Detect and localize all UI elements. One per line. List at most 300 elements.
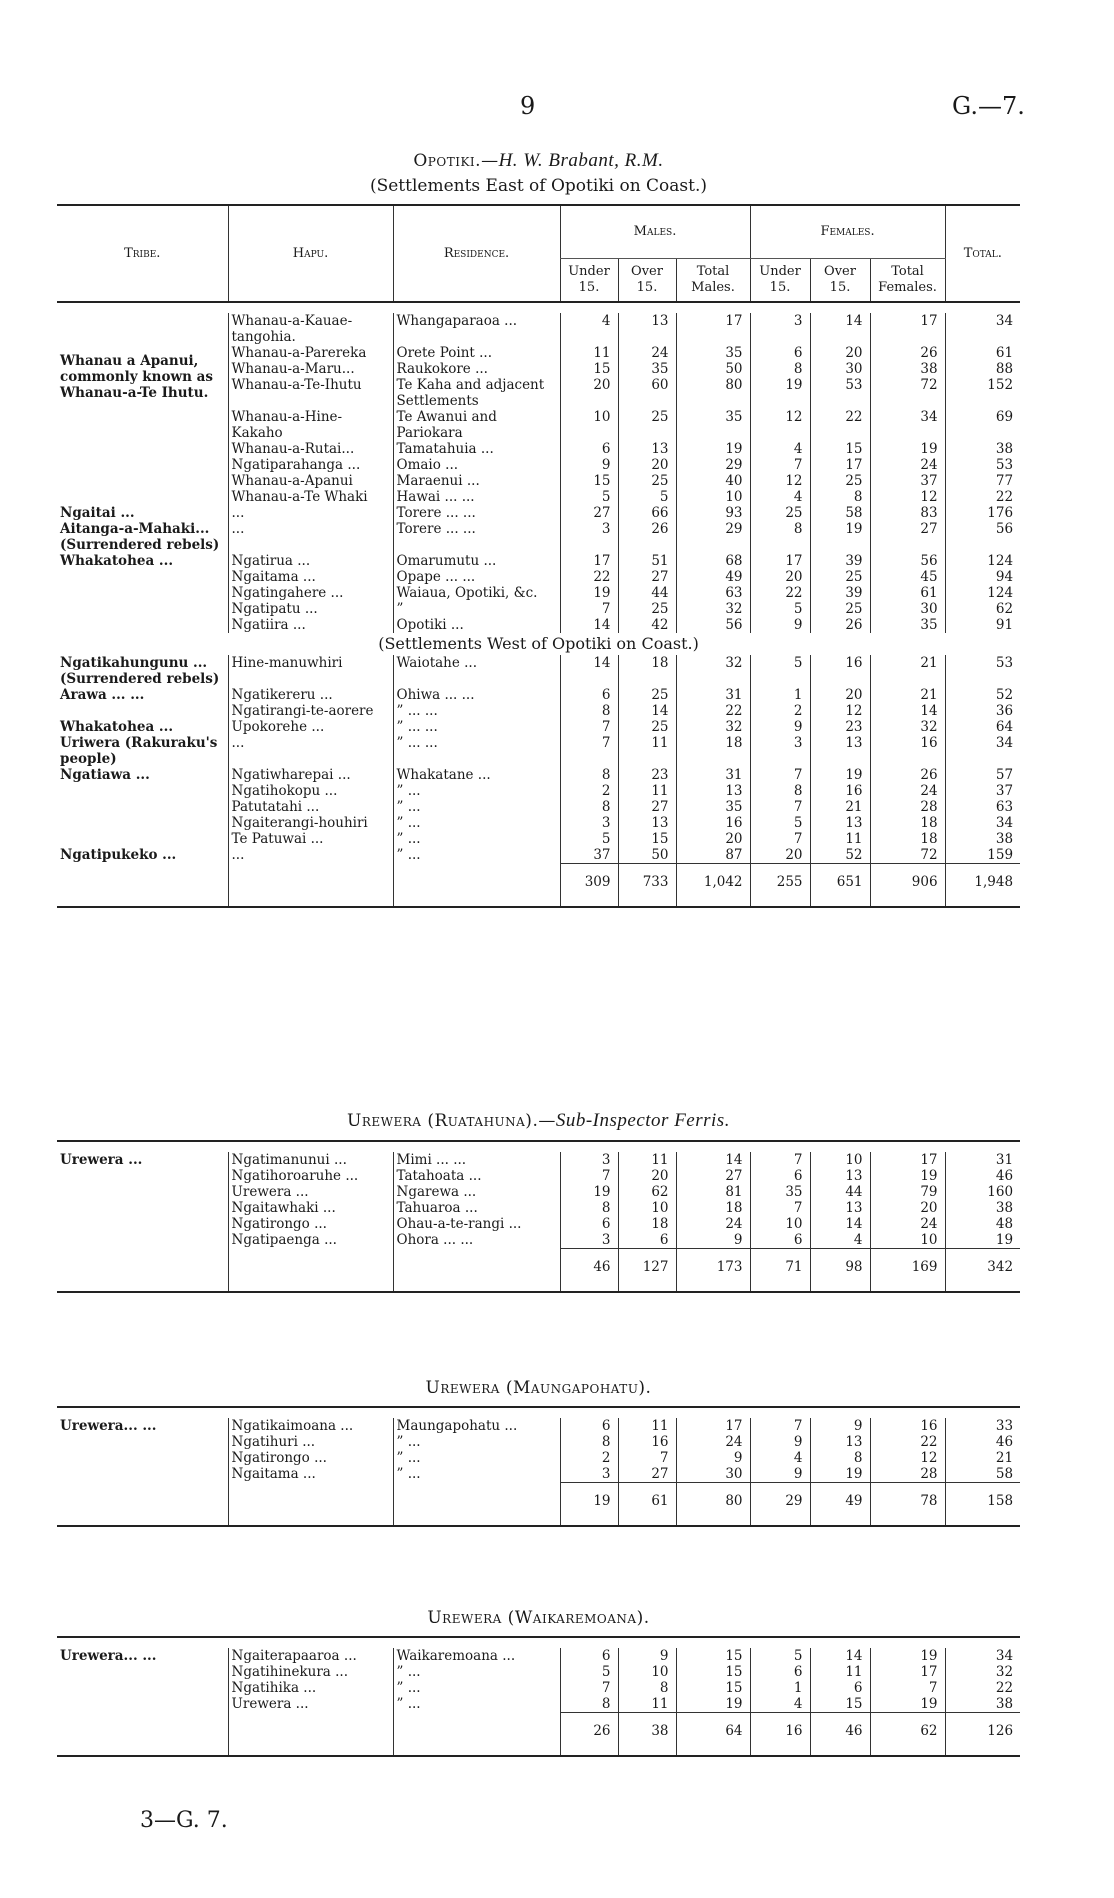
total-value: 78 [870, 1483, 945, 1527]
total-males-cell: 22 [676, 703, 750, 719]
females-over-15-cell: 11 [810, 1664, 870, 1680]
total-value: 342 [945, 1249, 1020, 1293]
males-under-15-cell: 11 [560, 345, 618, 361]
tribe-cell [57, 601, 228, 617]
total-males-cell: 56 [676, 617, 750, 633]
females-over-15-cell: 17 [810, 457, 870, 473]
hapu-cell: Whanau-a-Parereka [228, 345, 393, 361]
census-table [57, 204, 1020, 908]
females-under-15-cell: 5 [750, 601, 810, 617]
tribe-cell: Ngaitai ... [60, 505, 135, 521]
hapu-cell: Te Patuwai ... [228, 831, 393, 847]
males-over-15-cell: 11 [618, 1152, 676, 1168]
females-over-15-cell: 26 [810, 617, 870, 633]
document-reference: G.—7. [952, 92, 1025, 120]
tribe-cell [57, 1168, 228, 1184]
table-row [57, 313, 1020, 345]
males-under-15-cell: 8 [560, 767, 618, 783]
total-cell: 64 [945, 719, 1020, 735]
females-over-15-cell: 19 [810, 767, 870, 783]
table-row [57, 457, 1020, 473]
males-over-15-cell: 13 [618, 313, 676, 345]
females-over-15-cell: 25 [810, 601, 870, 617]
residence-cell: Omaio ... [393, 457, 560, 473]
females-over-15-cell: 16 [810, 655, 870, 687]
males-under-15-cell: 20 [560, 377, 618, 409]
males-under-15-cell: 8 [560, 1696, 618, 1713]
hapu-cell: Whanau-a-Te Whaki [228, 489, 393, 505]
table-row [57, 521, 1020, 553]
hapu-cell: Upokorehe ... [228, 719, 393, 735]
total-males-cell: 93 [676, 505, 750, 521]
total-value: 46 [810, 1713, 870, 1757]
females-over-15-cell: 8 [810, 489, 870, 505]
females-under-15-cell: 12 [750, 473, 810, 489]
females-over-15-cell: 22 [810, 409, 870, 441]
total-males-cell: 10 [676, 489, 750, 505]
total-males-cell: 19 [676, 441, 750, 457]
section-name: Urewera (Waikaremoana). [427, 1608, 650, 1628]
total-males-cell: 29 [676, 521, 750, 553]
hapu-cell: Ngatimanunui ... [228, 1152, 393, 1168]
total-cell: 34 [945, 735, 1020, 767]
residence-cell: Opape ... ... [393, 569, 560, 585]
total-cell: 77 [945, 473, 1020, 489]
males-over-15-cell: 10 [618, 1664, 676, 1680]
males-over-15-cell: 25 [618, 687, 676, 703]
hapu-cell: ... [228, 505, 393, 521]
males-under-15-cell: 4 [560, 313, 618, 345]
total-males-cell: 13 [676, 783, 750, 799]
females-over-15-cell: 10 [810, 1152, 870, 1168]
total-females-cell: 83 [870, 505, 945, 521]
header-males: Males. [560, 205, 750, 259]
total-cell: 62 [945, 601, 1020, 617]
total-cell: 37 [945, 783, 1020, 799]
males-under-15-cell: 2 [560, 1450, 618, 1466]
females-under-15-cell: 7 [750, 767, 810, 783]
females-over-15-cell: 53 [810, 377, 870, 409]
males-under-15-cell: 8 [560, 1200, 618, 1216]
females-over-15-cell: 19 [810, 521, 870, 553]
residence-cell: Tatahoata ... [393, 1168, 560, 1184]
females-under-15-cell: 9 [750, 617, 810, 633]
total-females-cell: 28 [870, 1466, 945, 1483]
residence-cell: ” ... [393, 783, 560, 799]
section-name: Urewera (Ruatahuna).— [347, 1111, 556, 1131]
males-under-15-cell: 17 [560, 553, 618, 569]
total-value: 169 [870, 1249, 945, 1293]
females-over-15-cell: 13 [810, 735, 870, 767]
residence-cell: Ohora ... ... [393, 1232, 560, 1249]
males-under-15-cell: 27 [560, 505, 618, 521]
females-under-15-cell: 8 [750, 521, 810, 553]
total-males-cell: 27 [676, 1168, 750, 1184]
males-under-15-cell: 3 [560, 1232, 618, 1249]
total-value: 49 [810, 1483, 870, 1527]
females-under-15-cell: 7 [750, 1152, 810, 1168]
tribe-cell [57, 441, 228, 457]
total-cell: 69 [945, 409, 1020, 441]
females-under-15-cell: 20 [750, 847, 810, 864]
total-males-cell: 35 [676, 799, 750, 815]
hapu-cell: Ngaiterangi-houhiri [228, 815, 393, 831]
table-row [57, 617, 1020, 633]
section-subtitle: (Settlements East of Opotiki on Coast.) [369, 176, 708, 196]
tribe-cell: Aitanga-a-Mahaki... (Surrendered rebels) [60, 521, 220, 553]
males-over-15-cell: 62 [618, 1184, 676, 1200]
females-under-15-cell: 3 [750, 735, 810, 767]
total-males-cell: 32 [676, 601, 750, 617]
residence-cell: Waikaremoana ... [393, 1648, 560, 1664]
males-under-15-cell: 19 [560, 585, 618, 601]
section-title [57, 1110, 1020, 1132]
header-total: Total. [945, 205, 1020, 302]
total-males-cell: 30 [676, 1466, 750, 1483]
residence-cell: Waiotahe ... [393, 655, 560, 687]
females-over-15-cell: 13 [810, 1168, 870, 1184]
total-males-cell: 17 [676, 313, 750, 345]
females-under-15-cell: 4 [750, 1450, 810, 1466]
section-name: Urewera (Maungapohatu). [425, 1378, 652, 1398]
tribe-cell [57, 569, 228, 585]
males-over-15-cell: 35 [618, 361, 676, 377]
total-males-cell: 50 [676, 361, 750, 377]
hapu-cell: Whanau-a-Kauae-tangohia. [228, 313, 393, 345]
residence-cell: Waiaua, Opotiki, &c. [393, 585, 560, 601]
header-row [57, 205, 1020, 259]
table-section [57, 1378, 1020, 1527]
residence-cell: Raukokore ... [393, 361, 560, 377]
females-over-15-cell: 25 [810, 569, 870, 585]
total-cell: 38 [945, 1200, 1020, 1216]
females-under-15-cell: 5 [750, 655, 810, 687]
males-over-15-cell: 11 [618, 783, 676, 799]
table-row [57, 719, 1020, 735]
total-cell: 34 [945, 313, 1020, 345]
table-row [57, 799, 1020, 815]
table-row [57, 1466, 1020, 1483]
table-row [57, 1648, 1020, 1664]
females-over-15-cell: 13 [810, 1434, 870, 1450]
total-cell: 36 [945, 703, 1020, 719]
males-under-15-cell: 3 [560, 521, 618, 553]
table-row [57, 1200, 1020, 1216]
females-under-15-cell: 6 [750, 1168, 810, 1184]
females-under-15-cell: 7 [750, 799, 810, 815]
residence-cell: Torere ... ... [393, 521, 560, 553]
total-females-cell: 28 [870, 799, 945, 815]
total-cell: 33 [945, 1418, 1020, 1434]
females-under-15-cell: 17 [750, 553, 810, 569]
tribe-cell: Urewera... ... [60, 1418, 157, 1434]
total-males-cell: 9 [676, 1232, 750, 1249]
section-author: H. W. Brabant, R.M. [498, 150, 664, 171]
residence-cell: Opotiki ... [393, 617, 560, 633]
residence-cell: Maungapohatu ... [393, 1418, 560, 1434]
males-over-15-cell: 7 [618, 1450, 676, 1466]
total-females-cell: 18 [870, 831, 945, 847]
females-over-15-cell: 52 [810, 847, 870, 864]
table-row [57, 1184, 1020, 1200]
tribe-cell: Arawa ... ... [60, 687, 145, 703]
spacer-row [57, 1407, 1020, 1418]
males-over-15-cell: 60 [618, 377, 676, 409]
total-cell: 46 [945, 1168, 1020, 1184]
hapu-cell: Whanau-a-Maru... [228, 361, 393, 377]
hapu-cell: Whanau-a-Te-Ihutu [228, 377, 393, 409]
total-value: 733 [618, 864, 676, 908]
males-over-15-cell: 11 [618, 1418, 676, 1434]
residence-cell: Orete Point ... [393, 345, 560, 361]
males-under-15-cell: 5 [560, 489, 618, 505]
females-under-15-cell: 8 [750, 783, 810, 799]
census-table [57, 1406, 1020, 1527]
residence-cell: Tamatahuia ... [393, 441, 560, 457]
header-total-females: Total Females. [870, 259, 945, 303]
total-cell: 22 [945, 489, 1020, 505]
residence-cell: ” ... [393, 815, 560, 831]
males-over-15-cell: 27 [618, 799, 676, 815]
males-under-15-cell: 6 [560, 1216, 618, 1232]
tribe-cell [57, 1232, 228, 1249]
section-title [57, 1608, 1020, 1628]
females-under-15-cell: 9 [750, 1466, 810, 1483]
total-value: 64 [676, 1713, 750, 1757]
females-under-15-cell: 25 [750, 505, 810, 521]
hapu-cell: Ngaitama ... [228, 569, 393, 585]
females-under-15-cell: 6 [750, 1664, 810, 1680]
total-cell: 38 [945, 1696, 1020, 1713]
table-row [57, 553, 1020, 569]
females-under-15-cell: 5 [750, 1648, 810, 1664]
residence-cell: Mimi ... ... [393, 1152, 560, 1168]
table-row [57, 1696, 1020, 1713]
females-under-15-cell: 10 [750, 1216, 810, 1232]
residence-cell: Torere ... ... [393, 505, 560, 521]
females-under-15-cell: 5 [750, 815, 810, 831]
total-cell: 34 [945, 815, 1020, 831]
table-row [57, 1168, 1020, 1184]
males-over-15-cell: 27 [618, 1466, 676, 1483]
males-over-15-cell: 25 [618, 409, 676, 441]
total-females-cell: 26 [870, 767, 945, 783]
total-cell: 31 [945, 1152, 1020, 1168]
females-over-15-cell: 16 [810, 783, 870, 799]
total-males-cell: 29 [676, 457, 750, 473]
females-over-15-cell: 19 [810, 1466, 870, 1483]
header-over: Over 15. [810, 259, 870, 303]
males-over-15-cell: 18 [618, 1216, 676, 1232]
residence-cell: ” ... ... [393, 735, 560, 767]
females-under-15-cell: 6 [750, 1232, 810, 1249]
males-under-15-cell: 10 [560, 409, 618, 441]
totals-row [57, 1483, 1020, 1527]
page-number: 9 [520, 92, 536, 120]
males-under-15-cell: 3 [560, 1152, 618, 1168]
total-males-cell: 15 [676, 1680, 750, 1696]
total-males-cell: 24 [676, 1434, 750, 1450]
females-under-15-cell: 3 [750, 313, 810, 345]
table-row [57, 505, 1020, 521]
total-value: 158 [945, 1483, 1020, 1527]
males-over-15-cell: 16 [618, 1434, 676, 1450]
total-males-cell: 31 [676, 767, 750, 783]
tribe-cell [57, 489, 228, 505]
total-males-cell: 87 [676, 847, 750, 864]
total-females-cell: 7 [870, 1680, 945, 1696]
total-cell: 124 [945, 553, 1020, 569]
total-males-cell: 24 [676, 1216, 750, 1232]
hapu-cell: Ngatihinekura ... [228, 1664, 393, 1680]
total-cell: 124 [945, 585, 1020, 601]
residence-cell: ” ... [393, 1450, 560, 1466]
total-cell: 21 [945, 1450, 1020, 1466]
residence-cell: Te Awanui and Pariokara [393, 409, 560, 441]
males-under-15-cell: 6 [560, 687, 618, 703]
hapu-cell: Ngatiwharepai ... [228, 767, 393, 783]
males-under-15-cell: 7 [560, 735, 618, 767]
males-under-15-cell: 8 [560, 799, 618, 815]
total-males-cell: 80 [676, 377, 750, 409]
residence-cell: Te Kaha and adjacent Settlements [393, 377, 560, 409]
total-males-cell: 20 [676, 831, 750, 847]
header-over: Over 15. [618, 259, 676, 303]
table-row [57, 783, 1020, 799]
total-cell: 46 [945, 1434, 1020, 1450]
tribe-cell: Whakatohea ... [60, 553, 174, 569]
table-row [57, 655, 1020, 687]
total-males-cell: 32 [676, 719, 750, 735]
hapu-cell: Ngatipaenga ... [228, 1232, 393, 1249]
header-under: Under 15. [560, 259, 618, 303]
males-under-15-cell: 19 [560, 1184, 618, 1200]
total-females-cell: 20 [870, 1200, 945, 1216]
females-over-15-cell: 20 [810, 345, 870, 361]
table-row [57, 815, 1020, 831]
total-cell: 63 [945, 799, 1020, 815]
females-under-15-cell: 8 [750, 361, 810, 377]
males-under-15-cell: 14 [560, 655, 618, 687]
males-over-15-cell: 51 [618, 553, 676, 569]
males-over-15-cell: 25 [618, 601, 676, 617]
tribe-cell [57, 1680, 228, 1696]
tribe-cell [57, 1434, 228, 1450]
males-under-15-cell: 7 [560, 1680, 618, 1696]
total-value: 1,042 [676, 864, 750, 908]
males-under-15-cell: 8 [560, 703, 618, 719]
total-females-cell: 24 [870, 457, 945, 473]
total-females-cell: 30 [870, 601, 945, 617]
males-over-15-cell: 24 [618, 345, 676, 361]
total-males-cell: 14 [676, 1152, 750, 1168]
table-row [57, 735, 1020, 767]
table-section [57, 1110, 1020, 1293]
females-over-15-cell: 14 [810, 1648, 870, 1664]
hapu-cell: Ngatingahere ... [228, 585, 393, 601]
total-value: 173 [676, 1249, 750, 1293]
table-row [57, 585, 1020, 601]
table-row [57, 441, 1020, 457]
total-cell: 152 [945, 377, 1020, 409]
total-males-cell: 35 [676, 409, 750, 441]
tribe-cell [57, 799, 228, 815]
hapu-cell: Ngaitama ... [228, 1466, 393, 1483]
males-over-15-cell: 20 [618, 457, 676, 473]
males-under-15-cell: 6 [560, 1418, 618, 1434]
females-over-15-cell: 58 [810, 505, 870, 521]
males-over-15-cell: 11 [618, 1696, 676, 1713]
females-over-15-cell: 39 [810, 553, 870, 569]
tribe-cell: Uriwera (Rakuraku's people) [60, 735, 218, 767]
total-value: 651 [810, 864, 870, 908]
residence-cell: Hawai ... ... [393, 489, 560, 505]
males-over-15-cell: 5 [618, 489, 676, 505]
residence-cell: ” ... [393, 799, 560, 815]
total-females-cell: 16 [870, 1418, 945, 1434]
total-value: 906 [870, 864, 945, 908]
header-hapu: Hapu. [228, 205, 393, 302]
hapu-cell: Ngatiparahanga ... [228, 457, 393, 473]
females-under-15-cell: 6 [750, 345, 810, 361]
table-row [57, 1664, 1020, 1680]
hapu-cell: Ngatipatu ... [228, 601, 393, 617]
males-under-15-cell: 15 [560, 473, 618, 489]
total-males-cell: 9 [676, 1450, 750, 1466]
tribe-cell [57, 1216, 228, 1232]
total-value: 26 [560, 1713, 618, 1757]
tribe-cell: Whakatohea ... [60, 719, 174, 735]
males-under-15-cell: 9 [560, 457, 618, 473]
males-over-15-cell: 8 [618, 1680, 676, 1696]
females-under-15-cell: 4 [750, 1696, 810, 1713]
residence-cell: ” ... [393, 1680, 560, 1696]
residence-cell: Ohau-a-te-rangi ... [393, 1216, 560, 1232]
females-over-15-cell: 12 [810, 703, 870, 719]
females-over-15-cell: 25 [810, 473, 870, 489]
total-males-cell: 40 [676, 473, 750, 489]
header-under: Under 15. [750, 259, 810, 303]
total-females-cell: 56 [870, 553, 945, 569]
males-under-15-cell: 7 [560, 601, 618, 617]
total-value: 255 [750, 864, 810, 908]
hapu-cell: Ngatirangi-te-aorere [228, 703, 393, 719]
males-under-15-cell: 2 [560, 783, 618, 799]
females-under-15-cell: 7 [750, 1200, 810, 1216]
males-over-15-cell: 11 [618, 735, 676, 767]
total-females-cell: 37 [870, 473, 945, 489]
tribe-cell: Ngatiawa ... [60, 767, 150, 783]
total-females-cell: 45 [870, 569, 945, 585]
total-females-cell: 18 [870, 815, 945, 831]
residence-cell: Tahuaroa ... [393, 1200, 560, 1216]
females-over-15-cell: 8 [810, 1450, 870, 1466]
females-under-15-cell: 20 [750, 569, 810, 585]
hapu-cell: Ngatikereru ... [228, 687, 393, 703]
females-under-15-cell: 9 [750, 719, 810, 735]
total-females-cell: 21 [870, 687, 945, 703]
table-row [57, 1434, 1020, 1450]
males-over-15-cell: 13 [618, 441, 676, 457]
residence-cell: ” ... [393, 847, 560, 864]
total-cell: 176 [945, 505, 1020, 521]
total-females-cell: 32 [870, 719, 945, 735]
males-under-15-cell: 14 [560, 617, 618, 633]
header-total-males: Total Males. [676, 259, 750, 303]
males-over-15-cell: 50 [618, 847, 676, 864]
residence-cell: Whangaparaoa ... [393, 313, 560, 345]
total-cell: 160 [945, 1184, 1020, 1200]
